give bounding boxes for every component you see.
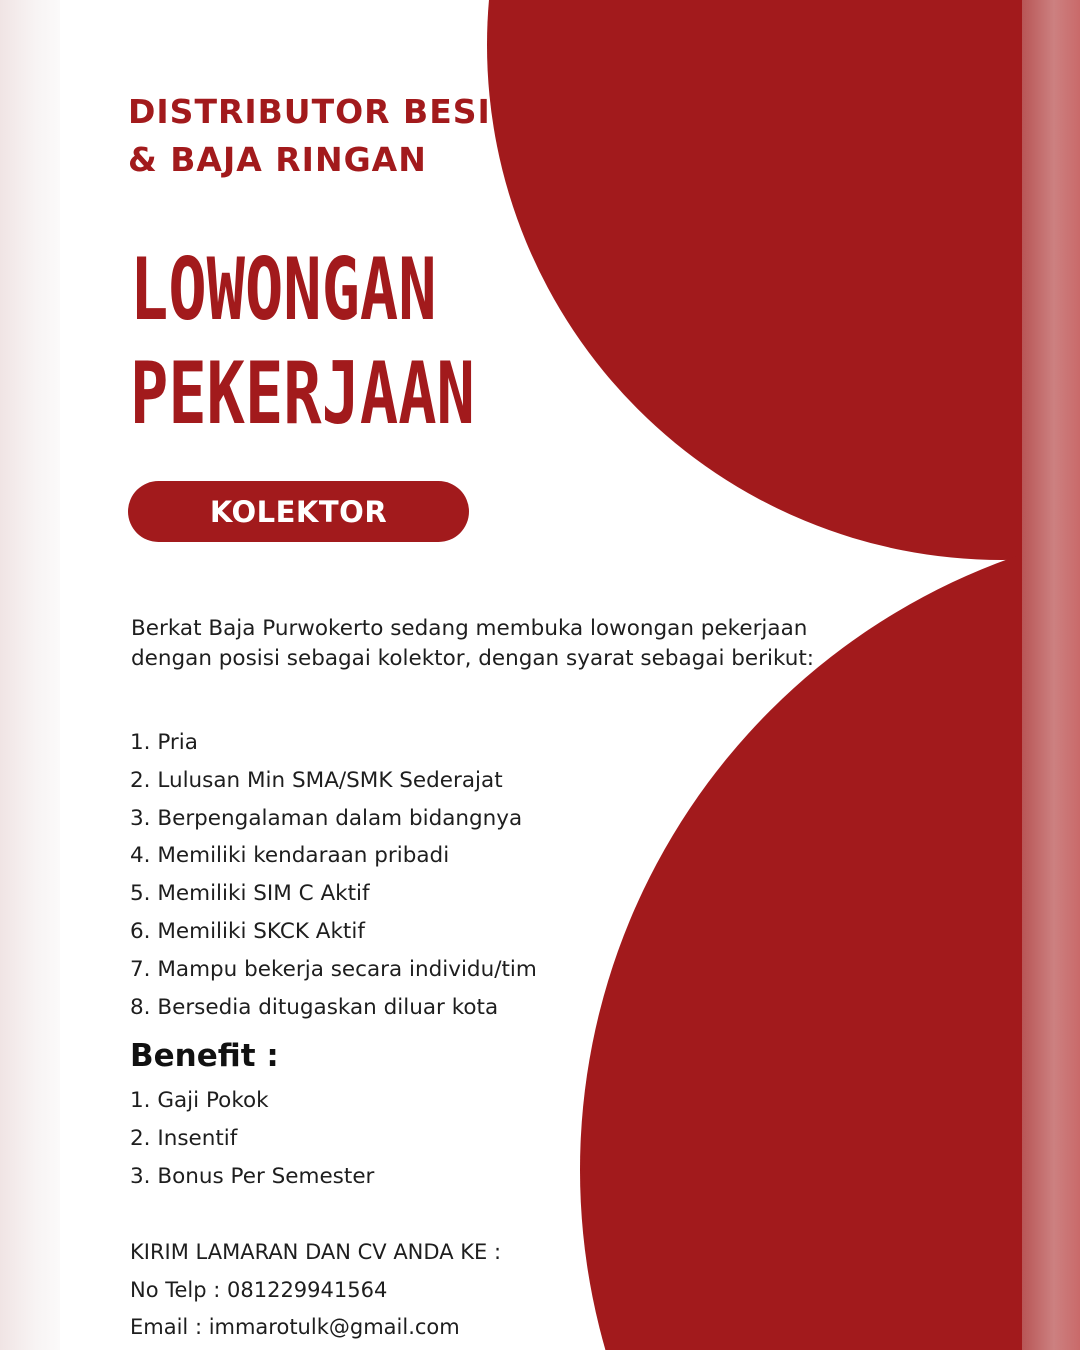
contact-email: Email : immarotulk@gmail.com bbox=[130, 1315, 460, 1339]
requirement-item: 6. Memiliki SKCK Aktif bbox=[130, 918, 365, 944]
benefit-item: 1. Gaji Pokok bbox=[130, 1088, 269, 1113]
intro-paragraph: Berkat Baja Purwokerto sedang membuka lowongan pekerjaan dengan posisi sebagai kolektor, dengan syarat sebagai berikut: bbox=[131, 616, 815, 671]
contact-phone: No Telp : 081229941564 bbox=[130, 1277, 388, 1302]
requirement-item: 2. Lulusan Min SMA/SMK Sederajat bbox=[130, 767, 503, 793]
job-poster bbox=[60, 0, 1022, 1350]
headline-line1: LOWONGAN bbox=[130, 240, 437, 340]
requirement-item: 5. Memiliki SIM C Aktif bbox=[130, 881, 370, 907]
poster-headline bbox=[130, 238, 475, 446]
contact-heading: KIRIM LAMARAN DAN CV ANDA KE : bbox=[130, 1240, 502, 1264]
benefit-item: 2. Insentif bbox=[130, 1126, 238, 1151]
contact-block bbox=[130, 1234, 501, 1347]
benefit-list bbox=[130, 1082, 374, 1196]
requirements-list bbox=[130, 724, 537, 1026]
headline-line2: PEKERJAAN bbox=[130, 344, 475, 444]
requirement-item: 8. Bersedia ditugaskan diluar kota bbox=[130, 994, 499, 1020]
benefit-item: 3. Bonus Per Semester bbox=[130, 1164, 375, 1189]
right-border-strip bbox=[1022, 0, 1080, 1350]
requirement-item: 1. Pria bbox=[130, 730, 198, 755]
company-name bbox=[128, 88, 491, 184]
requirement-item: 3. Berpengalaman dalam bidangnya bbox=[130, 805, 523, 831]
company-name-line2: & BAJA RINGAN bbox=[128, 140, 427, 179]
left-border-strip bbox=[0, 0, 60, 1350]
company-name-line1: DISTRIBUTOR BESI bbox=[128, 92, 491, 131]
requirement-item: 4. Memiliki kendaraan pribadi bbox=[130, 843, 450, 869]
requirement-item: 7. Mampu bekerja secara individu/tim bbox=[130, 956, 537, 982]
decorative-circle-top bbox=[487, 0, 1022, 560]
benefit-heading: Benefit : bbox=[130, 1038, 279, 1074]
position-badge: KOLEKTOR bbox=[128, 481, 469, 542]
